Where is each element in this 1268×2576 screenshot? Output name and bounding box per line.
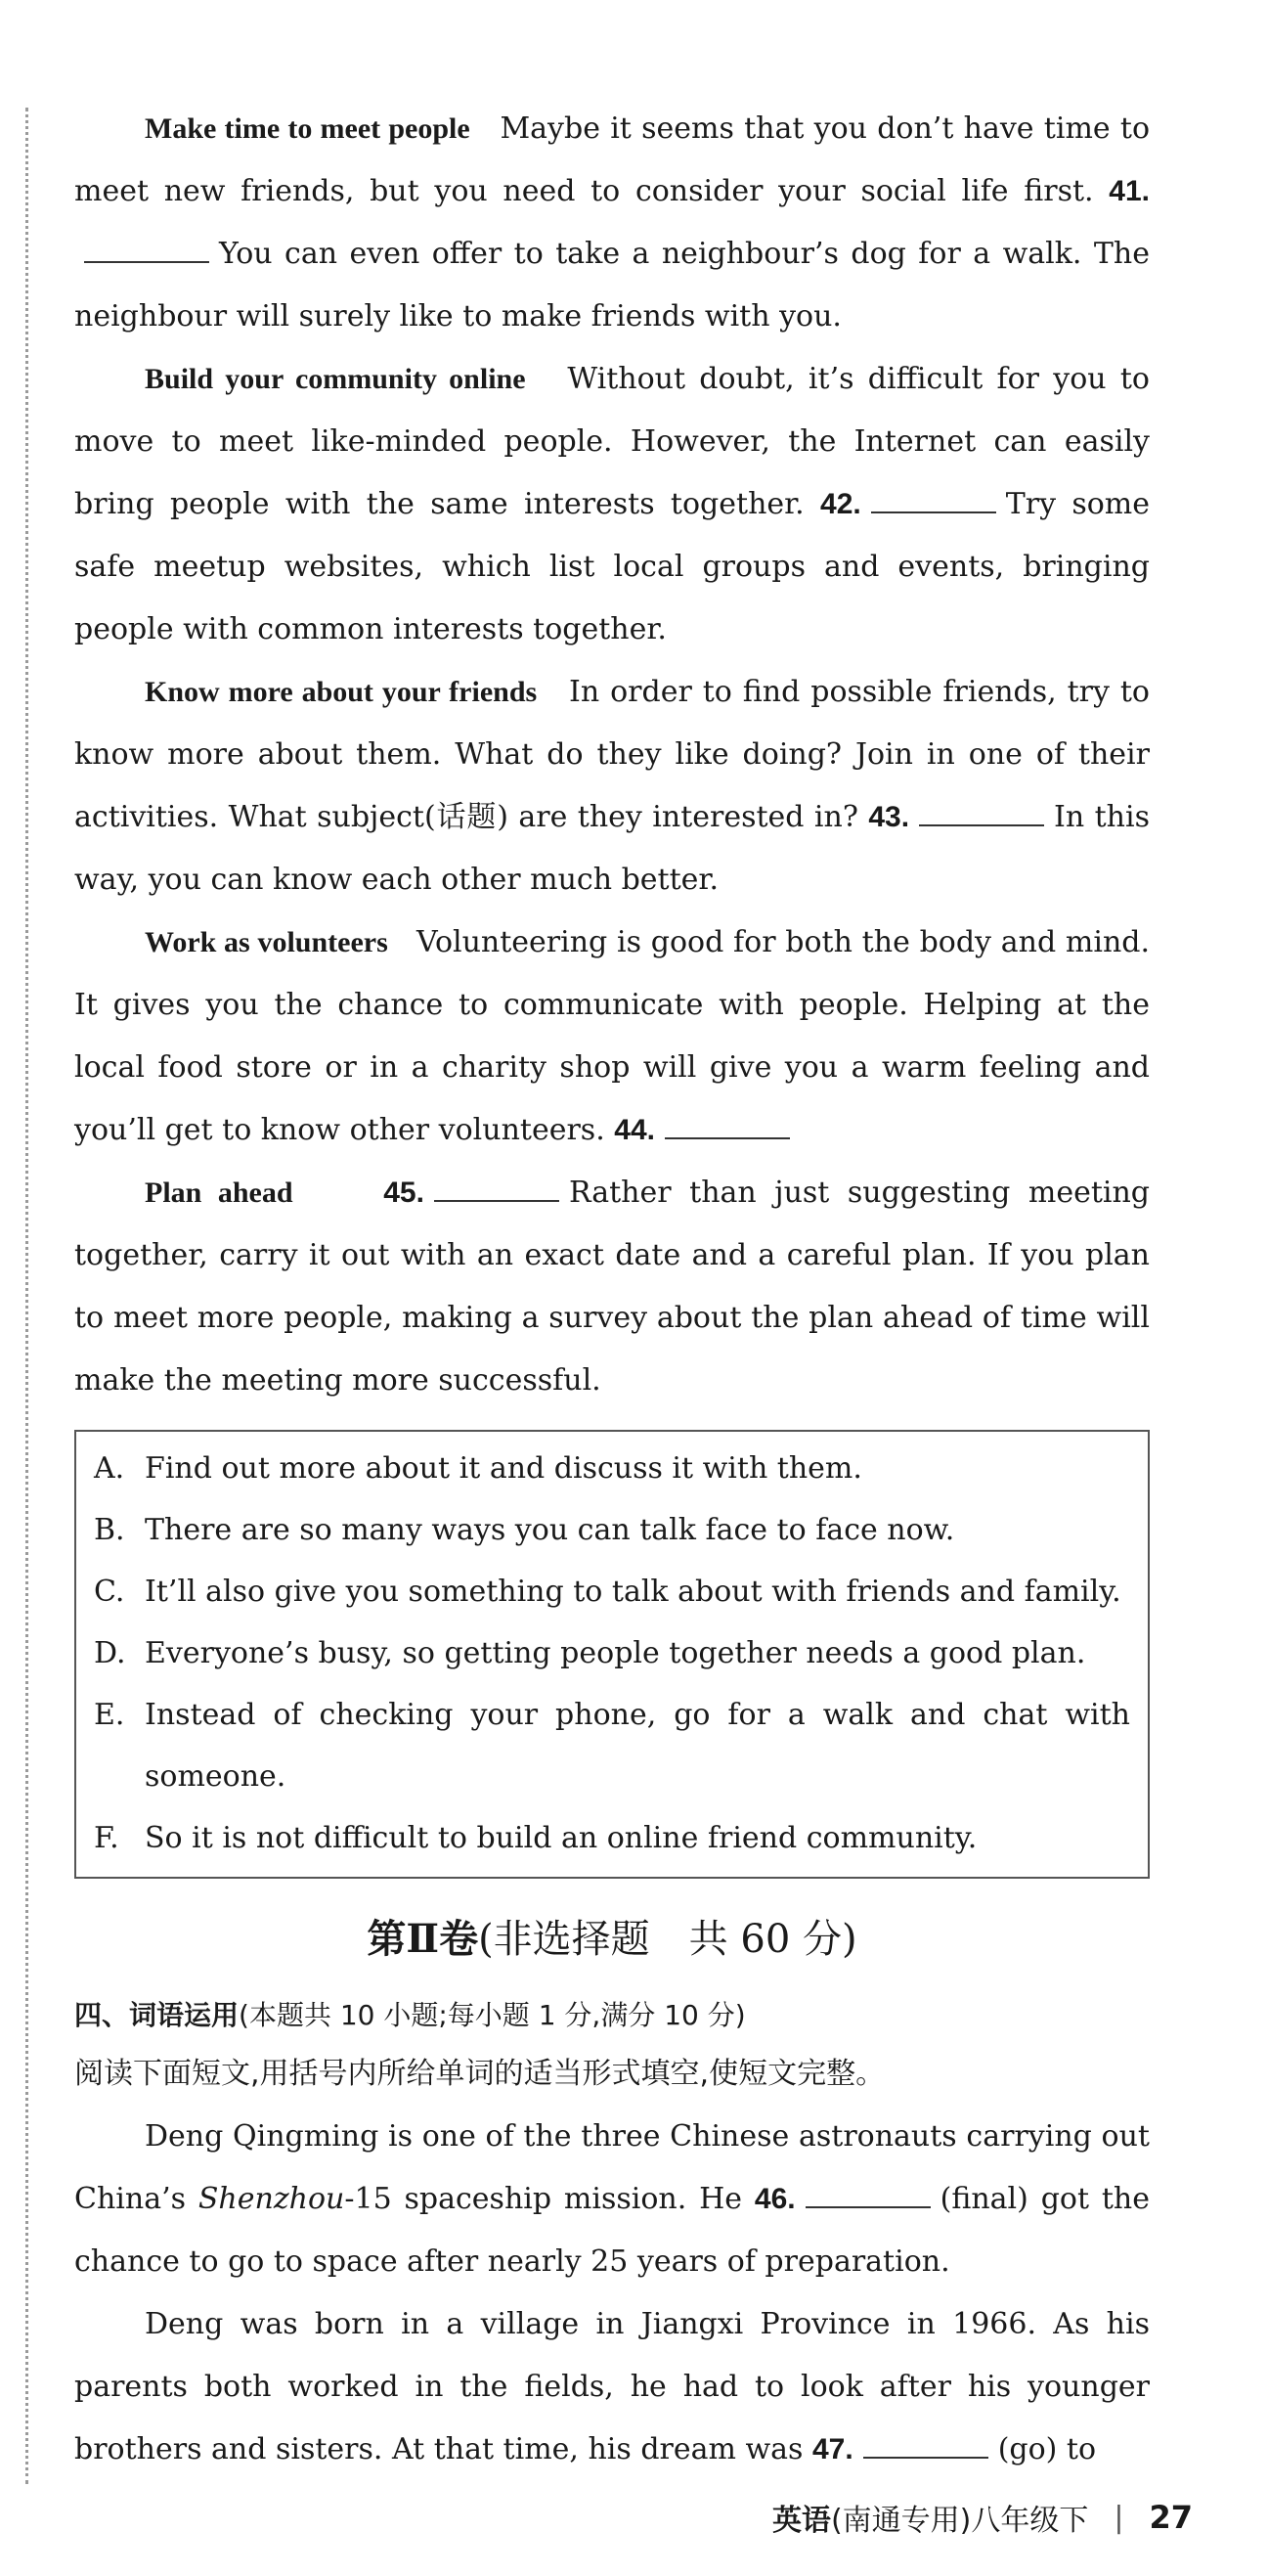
passage-text: Deng Qingming is one of the three Chinese astronauts carrying out China’s — [74, 2119, 1150, 2216]
option-text: Find out more about it and discuss it with them. — [145, 1451, 862, 1486]
footer-edition: (南通专用)八年级下 — [830, 2504, 1089, 2538]
question-number: 44. — [614, 1114, 655, 1146]
tip-text: Try some safe meetup websites, which list local groups and events, bringing people with common interests together. — [74, 487, 1150, 646]
tip-paragraph-43 — [74, 661, 1150, 911]
option-letter: A. — [94, 1451, 125, 1486]
answer-blank[interactable] — [863, 2431, 988, 2459]
binding-dotted-line — [25, 108, 28, 2484]
part4-instruction: 阅读下面短文,用括号内所给单词的适当形式填空,使短文完整。 — [74, 2057, 886, 2091]
option-letter: B. — [94, 1513, 125, 1547]
option-d — [94, 1622, 1130, 1684]
option-letter: E. — [94, 1698, 125, 1732]
tip-text: In order to find possible friends, try to know more about them. What do they like doing? Join in one of their activities. What subject(话题) are they interested in? — [74, 675, 1150, 834]
passage-italic-text: Shenzhou — [197, 2182, 345, 2216]
passage-text: Deng was born in a village in Jiangxi Province in 1966. As his parents both worked in the fields, he had to look after his younger brothers and sisters. At that time, his dream was — [74, 2307, 1150, 2466]
tip-text: In this way, you can know each other much better. — [74, 800, 1150, 897]
tip-heading: Make time to meet people — [145, 112, 470, 145]
tip-paragraph-44 — [74, 911, 1150, 1162]
passage-text: -15 spaceship mission. He — [344, 2182, 755, 2216]
option-text: It’ll also give you something to talk about with friends and family. — [145, 1575, 1121, 1609]
tip-heading: Plan ahead — [145, 1177, 293, 1209]
tip-paragraph-45 — [74, 1162, 1150, 1412]
tip-heading: Work as volunteers — [145, 926, 388, 958]
part4-heading — [74, 1988, 1150, 2043]
question-number: 41. — [1109, 175, 1150, 207]
answer-blank[interactable] — [665, 1112, 790, 1139]
tip-text: You can even offer to take a neighbour’s dog for a walk. The neighbour will surely like to make friends with you. — [74, 237, 1150, 333]
tip-text: Rather than just suggesting meeting together, carry it out with an exact date and a careful plan. If you plan to meet more people, making a survey about the plan ahead of time will make the meeting more successful. — [74, 1176, 1150, 1398]
option-text: Instead of checking your phone, go for a walk and chat with someone. — [145, 1698, 1130, 1794]
tip-text: Maybe it seems that you don’t have time to meet new friends, but you need to consider your social life first. — [74, 111, 1151, 208]
answer-blank[interactable] — [919, 799, 1044, 826]
option-e — [94, 1684, 1130, 1807]
option-a — [94, 1438, 1130, 1499]
tip-text: Volunteering is good for both the body and mind. It gives you the chance to communicate with people. Helping at the local food store or in a charity shop will give you a warm feeling and you’ll get to know other volunteers. — [74, 925, 1150, 1147]
section-title-sub: (非选择题 共 60 分) — [478, 1917, 857, 1962]
option-c — [94, 1561, 1130, 1622]
footer-subject: 英语 — [771, 2504, 831, 2538]
question-number: 43. — [868, 801, 910, 833]
option-b — [94, 1499, 1130, 1561]
passage-text: (go) to — [997, 2432, 1097, 2466]
option-text: Everyone’s busy, so getting people together needs a good plan. — [145, 1636, 1086, 1670]
question-number: 47. — [811, 2433, 853, 2465]
part4-heading-main: 四、词语运用 — [74, 1999, 240, 2031]
option-text: So it is not difficult to build an online friend community. — [145, 1821, 978, 1855]
question-number: 45. — [383, 1177, 424, 1209]
question-number: 46. — [754, 2183, 796, 2215]
answer-blank[interactable] — [434, 1175, 559, 1202]
answer-blank[interactable] — [806, 2181, 931, 2208]
option-letter: F. — [94, 1821, 119, 1855]
answer-blank[interactable] — [871, 486, 996, 513]
option-text: There are so many ways you can talk face to face now. — [145, 1513, 955, 1547]
page-number: 27 — [1149, 2499, 1193, 2536]
passage-text: (final) got the chance to go to space after nearly 25 years of preparation. — [74, 2182, 1151, 2279]
tip-paragraph-42 — [74, 348, 1150, 661]
question-number: 42. — [820, 488, 861, 520]
tip-heading: Build your community online — [145, 363, 526, 395]
footer-separator: | — [1114, 2500, 1124, 2535]
passage-paragraph-2 — [74, 2293, 1150, 2481]
tip-heading: Know more about your friends — [145, 676, 538, 708]
part4-heading-sub: (本题共 10 小题;每小题 1 分,满分 10 分) — [239, 1999, 746, 2031]
option-f — [94, 1807, 1130, 1869]
option-letter: D. — [94, 1636, 126, 1670]
option-letter: C. — [94, 1575, 125, 1609]
passage-paragraph-1 — [74, 2106, 1150, 2293]
section-title-main: 第Ⅱ卷 — [367, 1916, 479, 1962]
options-box — [74, 1430, 1150, 1879]
page-content — [74, 98, 1150, 2481]
section-title — [74, 1900, 1150, 1978]
tip-paragraph-41 — [74, 98, 1150, 348]
answer-blank[interactable] — [84, 236, 209, 263]
tip-text: Without doubt, it’s difficult for you to move to meet like-minded people. However, the Internet can easily bring people with the same interests together. — [74, 362, 1150, 521]
page-footer — [684, 2496, 1193, 2539]
